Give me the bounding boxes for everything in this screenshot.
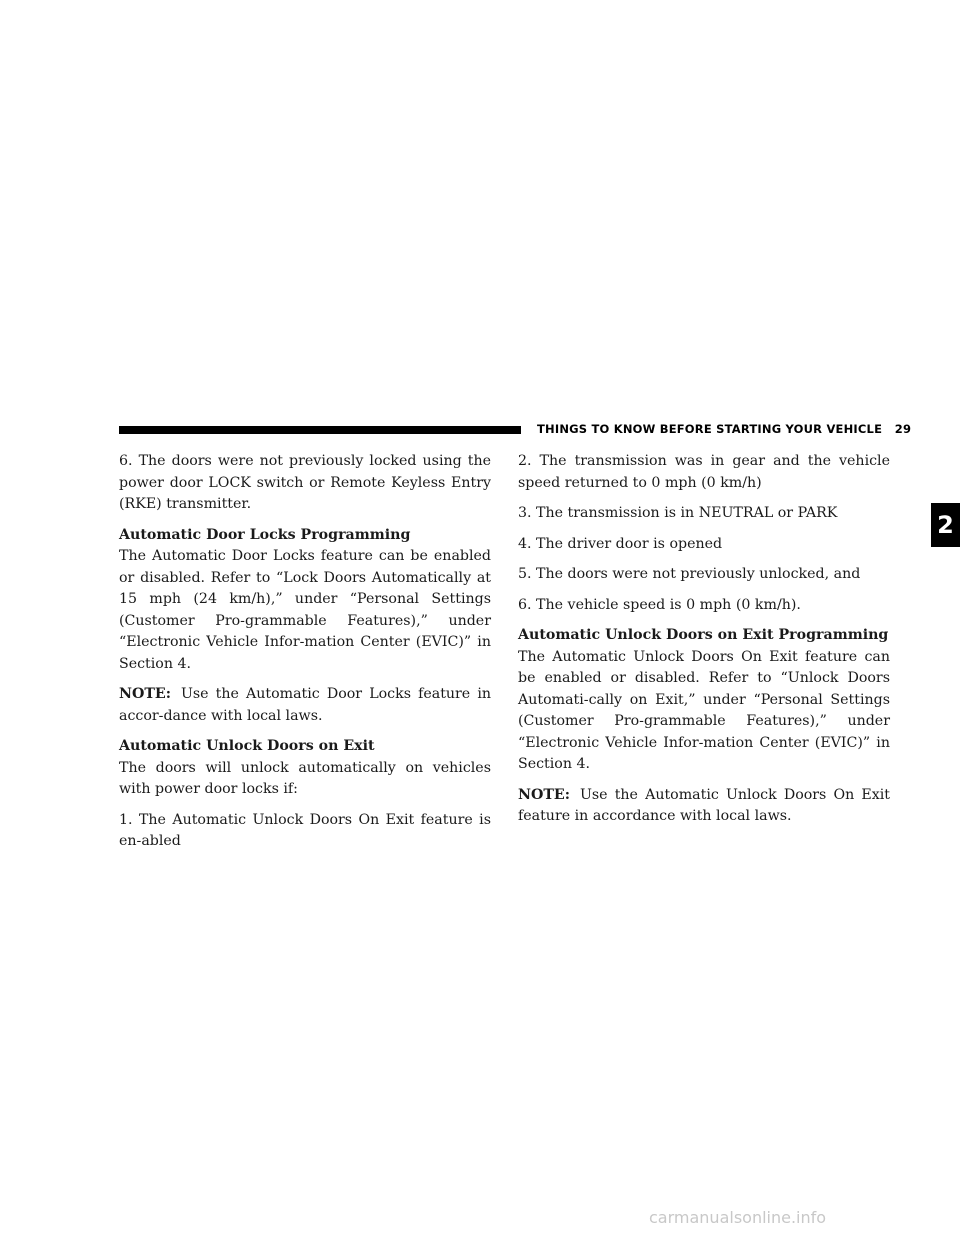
paragraph: The Automatic Unlock Doors On Exit feature can be enabled or disabled. Refer to “Unlock Doors Automati-cally on Exit,” under “Personal Settings (Customer Pro-grammable Features),” under “Electronic Vehicle Infor-mation Center (EVIC)” in Section 4.	[518, 648, 890, 772]
running-header	[537, 422, 911, 436]
list-item: 6. The vehicle speed is 0 mph (0 km/h).	[518, 596, 801, 613]
note-text: Use the Automatic Unlock Doors On Exit feature in accordance with local laws.	[518, 786, 890, 824]
paragraph: 6. The doors were not previously locked using the power door LOCK switch or Remote Keyless Entry (RKE) transmitter.	[119, 453, 491, 512]
section-heading: Automatic Unlock Doors on Exit	[119, 738, 375, 754]
list-item: 3. The transmission is in NEUTRAL or PARK	[518, 505, 838, 521]
note	[518, 785, 890, 828]
list-item: 5. The doors were not previously unlocked, and	[518, 566, 861, 582]
header-rule	[119, 426, 521, 434]
chapter-tab: 2	[931, 503, 960, 547]
left-column	[119, 451, 491, 862]
section-heading: Automatic Door Locks Programming	[119, 526, 411, 543]
note-label: NOTE:	[518, 786, 570, 803]
note-text: Use the Automatic Door Locks feature in accor-dance with local laws.	[119, 686, 491, 724]
section-heading: Automatic Unlock Doors on Exit Programming	[518, 627, 889, 643]
list-item: 4. The driver door is opened	[518, 535, 723, 552]
paragraph: The Automatic Door Locks feature can be enabled or disabled. Refer to “Lock Doors Automatically at 15 mph (24 km/h),” under “Personal Settings (Customer Pro-grammable Features),” under “Electronic Vehicle Infor-mation Center (EVIC)” in Section 4.	[119, 548, 491, 672]
header-title: THINGS TO KNOW BEFORE STARTING YOUR VEHICLE	[537, 422, 883, 436]
right-column	[518, 451, 890, 837]
note	[119, 684, 491, 727]
paragraph: The doors will unlock automatically on vehicles with power door locks if:	[119, 759, 491, 797]
page-number: 29	[894, 422, 912, 436]
list-item: 2. The transmission was in gear and the vehicle speed returned to 0 mph (0 km/h)	[518, 453, 890, 491]
note-label: NOTE:	[119, 686, 171, 702]
footer-watermark: carmanualsonline.info	[649, 1208, 827, 1227]
list-item: 1. The Automatic Unlock Doors On Exit feature is en-abled	[119, 811, 491, 849]
